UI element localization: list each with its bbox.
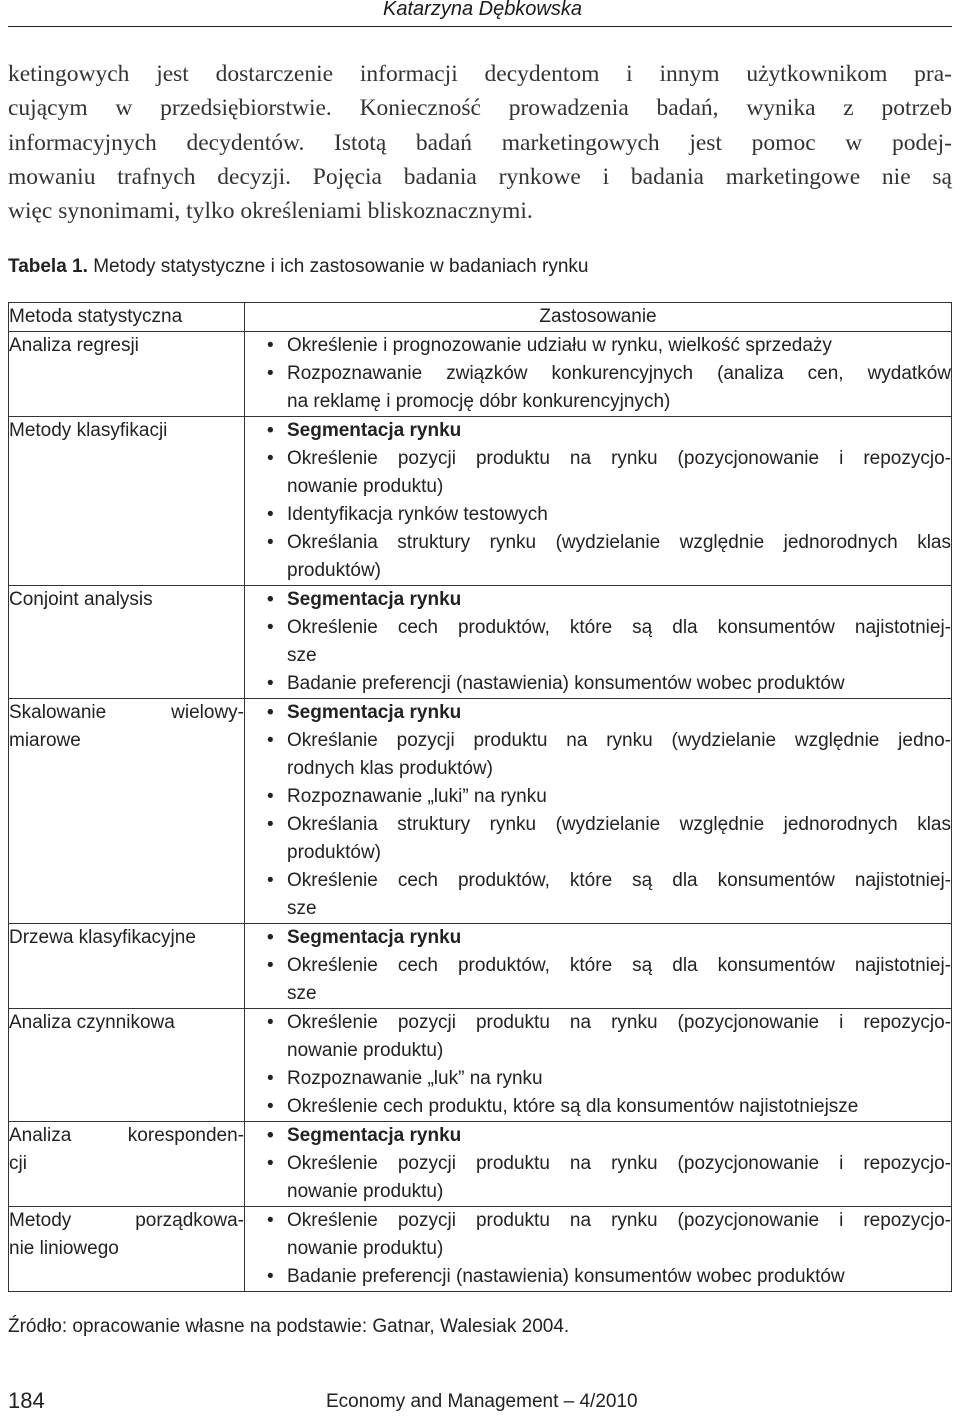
usage-list [245, 699, 951, 923]
usage-item [245, 586, 951, 614]
usage-cell [245, 699, 952, 924]
usage-item-line: • Określania struktury rynku (wydzielanie względnie jednorodnych klas [287, 532, 951, 553]
method-name-line: Skalowanie wielowy- [9, 702, 244, 723]
usage-item-line: • Określenie i prognozowanie udziału w rynku, wielkość sprzedaży [287, 335, 832, 356]
usage-item-line: na reklamę i promocję dóbr konkurencyjnych) [287, 391, 671, 412]
usage-item [245, 614, 951, 670]
usage-list [245, 924, 951, 1008]
usage-item [245, 670, 951, 698]
usage-item-line: • Określenie cech produktów, które są dla konsumentów najistotniej- [287, 955, 951, 976]
usage-item-line: nowanie produktu) [287, 1181, 444, 1202]
usage-cell [245, 332, 952, 417]
journal-footer: Economy and Management – 4/2010 [326, 1391, 638, 1412]
usage-item [245, 1093, 951, 1121]
table-caption [8, 256, 589, 278]
usage-cell [245, 1122, 952, 1207]
usage-item-line: produktów) [287, 842, 381, 863]
method-name-line: miarowe [9, 730, 81, 751]
table-source-note: Źródło: opracowanie własne na podstawie: Gatnar, Walesiak 2004. [8, 1316, 570, 1337]
body-paragraph [8, 57, 952, 228]
body-line: informacyjnych decydentów. Istotą badań marketingowych jest pomoc w podej- [8, 129, 952, 156]
table-header-row [9, 303, 952, 332]
method-cell [9, 1009, 245, 1122]
usage-item-line: • Określenie pozycji produktu na rynku (pozycjonowanie i repozycjo- [287, 1153, 951, 1174]
usage-item [245, 727, 951, 783]
table-body [9, 332, 952, 1292]
usage-item-line: • Segmentacja rynku [287, 420, 462, 441]
table-row [9, 1122, 952, 1207]
usage-item [245, 699, 951, 727]
usage-cell [245, 417, 952, 586]
column-header-method: Metoda statystyczna [9, 303, 245, 332]
usage-item [245, 867, 951, 923]
usage-item-line: • Określenie pozycji produktu na rynku (pozycjonowanie i repozycjo- [287, 1210, 951, 1231]
usage-item-line: • Określenie cech produktów, które są dla konsumentów najistotniej- [287, 617, 951, 638]
table-row [9, 1207, 952, 1292]
usage-item [245, 529, 951, 585]
usage-item-line: produktów) [287, 560, 381, 581]
usage-item [245, 1065, 951, 1093]
usage-cell [245, 1009, 952, 1122]
usage-item-line: • Rozpoznawanie związków konkurencyjnych (analiza cen, wydatków [287, 363, 951, 384]
usage-item [245, 1150, 951, 1206]
running-header-author: Katarzyna Dębkowska [383, 0, 582, 20]
usage-item [245, 1122, 951, 1150]
table-caption-label: Tabela 1. [8, 256, 88, 277]
method-cell [9, 586, 245, 699]
usage-item [245, 924, 951, 952]
usage-item-line: • Rozpoznawanie „luki” na rynku [287, 786, 547, 807]
usage-item-line: • Rozpoznawanie „luk” na rynku [287, 1068, 543, 1089]
usage-item [245, 952, 951, 1008]
usage-item-line: rodnych klas produktów) [287, 758, 493, 779]
body-line: ketingowych jest dostarczenie informacji decydentom i innym użytkownikom pra- [8, 61, 952, 87]
method-cell [9, 1207, 245, 1292]
usage-item [245, 811, 951, 867]
body-line: cującym w przedsiębiorstwie. Konieczność prowadzenia badań, wynika z potrzeb [8, 95, 952, 122]
table-caption-text: Metody statystyczne i ich zastosowanie w badaniach rynku [93, 256, 589, 277]
usage-item-line: sze [287, 898, 317, 919]
usage-item-line: • Badanie preferencji (nastawienia) konsumentów wobec produktów [287, 1266, 845, 1287]
method-cell [9, 417, 245, 586]
method-name-line: cji [9, 1153, 27, 1174]
body-line: mowaniu trafnych decyzji. Pojęcia badania rynkowe i badania marketingowe nie są [8, 163, 952, 190]
usage-item-line: nowanie produktu) [287, 1040, 444, 1061]
page-number: 184 [8, 1388, 45, 1413]
table-row [9, 417, 952, 586]
usage-item-line: • Segmentacja rynku [287, 589, 462, 610]
method-name-line: Metody porządkowa- [9, 1210, 244, 1231]
usage-list [245, 332, 951, 416]
method-name-line: Conjoint analysis [9, 589, 153, 610]
usage-cell [245, 1207, 952, 1292]
body-line: więc synonimami, tylko określeniami bliskoznacznymi. [8, 198, 533, 225]
method-cell [9, 699, 245, 924]
method-name-line: Analiza koresponden- [9, 1125, 244, 1146]
method-name-line: Analiza czynnikowa [9, 1012, 175, 1033]
column-header-usage: Zastosowanie [245, 303, 952, 332]
usage-item [245, 360, 951, 416]
usage-cell [245, 586, 952, 699]
usage-item-line: nowanie produktu) [287, 476, 444, 497]
usage-item-line: • Określenie pozycji produktu na rynku (pozycjonowanie i repozycjo- [287, 448, 951, 469]
method-name-line: Metody klasyfikacji [9, 420, 168, 441]
usage-item-line: • Badanie preferencji (nastawienia) konsumentów wobec produktów [287, 673, 845, 694]
usage-item [245, 1263, 951, 1291]
usage-list [245, 1122, 951, 1206]
usage-item-line: • Określanie pozycji produktu na rynku (wydzielanie względnie jedno- [287, 730, 951, 751]
usage-item-line: sze [287, 983, 317, 1004]
header-rule [8, 26, 952, 27]
usage-item-line: • Określania struktury rynku (wydzielanie względnie jednorodnych klas [287, 814, 951, 835]
usage-item [245, 445, 951, 501]
method-cell [9, 1122, 245, 1207]
usage-item-line: • Segmentacja rynku [287, 702, 462, 723]
methods-table [8, 302, 952, 1292]
usage-item-line: sze [287, 645, 317, 666]
usage-item-line: • Określenie pozycji produktu na rynku (pozycjonowanie i repozycjo- [287, 1012, 951, 1033]
table-row [9, 1009, 952, 1122]
usage-item-line: • Segmentacja rynku [287, 927, 462, 948]
usage-item-line: nowanie produktu) [287, 1238, 444, 1259]
usage-item-line: • Określenie cech produktów, które są dla konsumentów najistotniej- [287, 870, 951, 891]
table-row [9, 332, 952, 417]
usage-item [245, 1009, 951, 1065]
method-cell [9, 924, 245, 1009]
usage-cell [245, 924, 952, 1009]
usage-list [245, 586, 951, 698]
method-name-line: Drzewa klasyfikacyjne [9, 927, 196, 948]
method-name-line: Analiza regresji [9, 335, 139, 356]
usage-item [245, 783, 951, 811]
usage-list [245, 1009, 951, 1121]
table-row [9, 699, 952, 924]
usage-item-line: • Segmentacja rynku [287, 1125, 462, 1146]
usage-list [245, 417, 951, 585]
usage-item-line: • Identyfikacja rynków testowych [287, 504, 548, 525]
method-name-line: nie liniowego [9, 1238, 119, 1259]
usage-item [245, 1207, 951, 1263]
usage-item [245, 332, 951, 360]
usage-item [245, 501, 951, 529]
usage-item [245, 417, 951, 445]
usage-list [245, 1207, 951, 1291]
table-row [9, 586, 952, 699]
table-row [9, 924, 952, 1009]
method-cell [9, 332, 245, 417]
usage-item-line: • Określenie cech produktu, które są dla konsumentów najistotniejsze [287, 1096, 859, 1117]
